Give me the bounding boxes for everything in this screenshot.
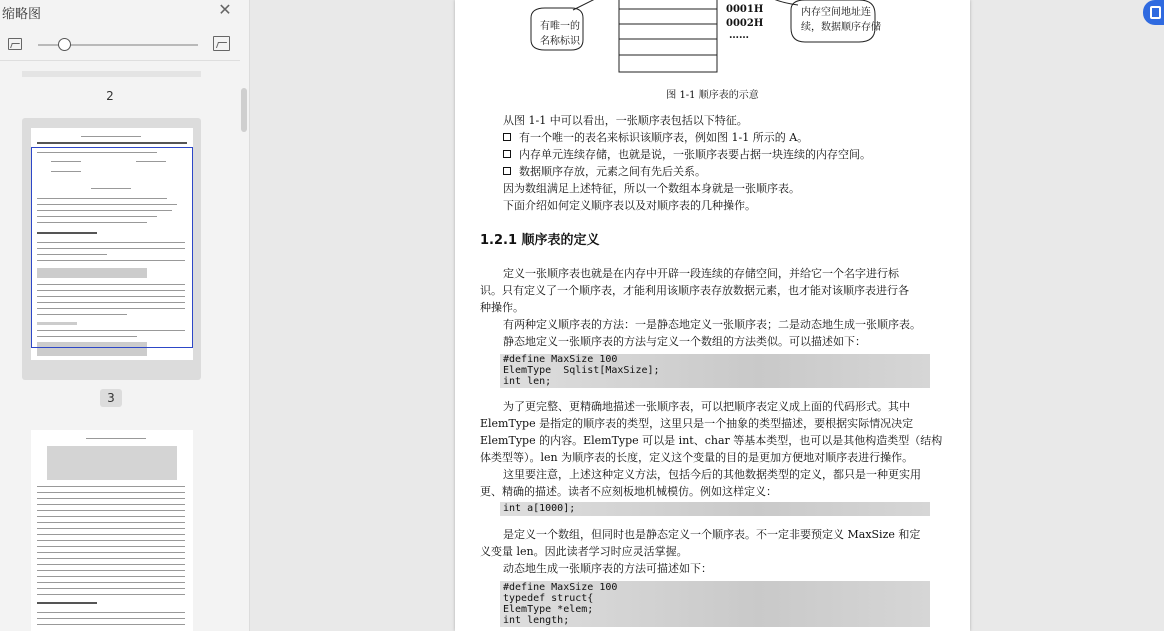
para2-line2: 静态地定义一张顺序表的方法与定义一个数组的方法类似。可以描述如下： <box>503 335 866 348</box>
sidebar-header <box>0 0 249 26</box>
zoom-in-image-icon[interactable] <box>213 36 230 51</box>
code-line: int len; <box>503 376 552 387</box>
figure-caption: 图 1-1 顺序表的示意 <box>666 90 759 101</box>
para4-line1: 是定义一个数组，但同时也是静态定义一个顺序表。不一定非要预定义 MaxSize 和定 <box>503 528 921 541</box>
code-line: int a[1000]; <box>503 503 576 514</box>
para3-line6: 更、精确的描述。读者不应刻板地机械模仿。例如这样定义： <box>480 485 777 498</box>
para3-line2: ElemType 是指定的顺序表的类型，这里只是一个抽象的类型描述，要根据实际情况决定 <box>480 417 914 430</box>
para1-line3: 种操作。 <box>480 301 524 314</box>
code-line: #define MaxSize 100 <box>503 354 618 365</box>
bullet-3: 数据顺序存放，元素之间有先后关系。 <box>503 163 706 179</box>
para3-line3: ElemType 的内容。ElemType 可以是 int、char 等基本类型，也可以是其他构造类型（结构 <box>480 434 943 447</box>
page-number-3: 3 <box>100 389 122 407</box>
visible-area-highlight <box>31 147 193 348</box>
code-line: #define MaxSize 100 <box>503 582 618 593</box>
zoom-slider-handle[interactable] <box>58 38 71 51</box>
close-icon[interactable]: ✕ <box>218 0 232 19</box>
thumbnail-page-4[interactable] <box>31 430 193 631</box>
address-1: 0001H <box>726 4 764 15</box>
code-line: typedef struct{ <box>503 593 594 604</box>
code-line: ElemType Sqlist[MaxSize]; <box>503 365 660 376</box>
bullet-2: 内存单元连续存储，也就是说，一张顺序表要占据一块连续的内存空间。 <box>503 146 871 162</box>
code-line: ElemType *elem; <box>503 604 594 615</box>
section-heading: 1.2.1 顺序表的定义 <box>480 233 600 248</box>
address-ellipsis: …… <box>729 30 749 41</box>
bullet-1: 有一个唯一的表名来标识该顺序表，例如图 1-1 所示的 A。 <box>503 129 808 145</box>
code-block-2 <box>500 502 930 516</box>
sidebar-scrollbar[interactable] <box>241 88 247 132</box>
code-line: int length; <box>503 615 570 626</box>
left-bubble-text: 有唯一的 名称标识 <box>540 21 580 47</box>
code-block-3 <box>500 581 930 627</box>
sequential-table-diagram <box>455 0 970 80</box>
sidebar-divider <box>0 60 240 61</box>
code-block-1 <box>500 354 930 388</box>
para3-line1: 为了更完整、更精确地描述一张顺序表，可以把顺序表定义成上面的代码形式。其中 <box>503 400 910 413</box>
thumbnail-page-2[interactable] <box>22 71 201 77</box>
sidebar-title: 缩略图 <box>2 7 42 22</box>
document-page <box>455 0 970 631</box>
floating-tool-button[interactable] <box>1143 0 1164 25</box>
zoom-out-image-icon[interactable] <box>8 38 22 50</box>
para3-line4: 体类型等）。len 为顺序表的长度，定义这个变量的目的是更加方便地对顺序表进行操作。 <box>480 451 914 464</box>
after-bullets-2: 下面介绍如何定义顺序表以及对顺序表的几种操作。 <box>503 199 756 212</box>
document-icon <box>1150 6 1161 19</box>
thumbnail-page-3[interactable] <box>22 118 201 380</box>
para2-line1: 有两种定义顺序表的方法：一是静态地定义一张顺序表；二是动态地生成一张顺序表。 <box>503 318 921 331</box>
right-bubble-text: 内存空间地址连 续，数据顺序存储 <box>801 7 881 33</box>
para1-line2: 识。只有定义了一个顺序表，才能利用该顺序表存放数据元素，也才能对该顺序表进行各 <box>480 284 909 297</box>
page-number-2: 2 <box>106 89 114 103</box>
thumbnail-sidebar <box>0 0 250 631</box>
para3-line5: 这里要注意，上述这种定义方法，包括今后的其他数据类型的定义，都只是一种更实用 <box>503 468 921 481</box>
para4-line2: 义变量 len。因此读者学习时应灵活掌握。 <box>480 545 688 558</box>
after-bullets-1: 因为数组满足上述特征，所以一个数组本身就是一张顺序表。 <box>503 182 800 195</box>
thumbnail-zoom-control <box>0 30 250 60</box>
address-2: 0002H <box>726 18 764 29</box>
para1-line1: 定义一张顺序表也就是在内存中开辟一段连续的存储空间，并给它一个名字进行标 <box>503 267 899 280</box>
intro-text: 从图 1-1 中可以看出，一张顺序表包括以下特征。 <box>503 114 748 127</box>
figure-1-1 <box>455 0 970 100</box>
para4-line3: 动态地生成一张顺序表的方法可描述如下： <box>503 562 712 575</box>
